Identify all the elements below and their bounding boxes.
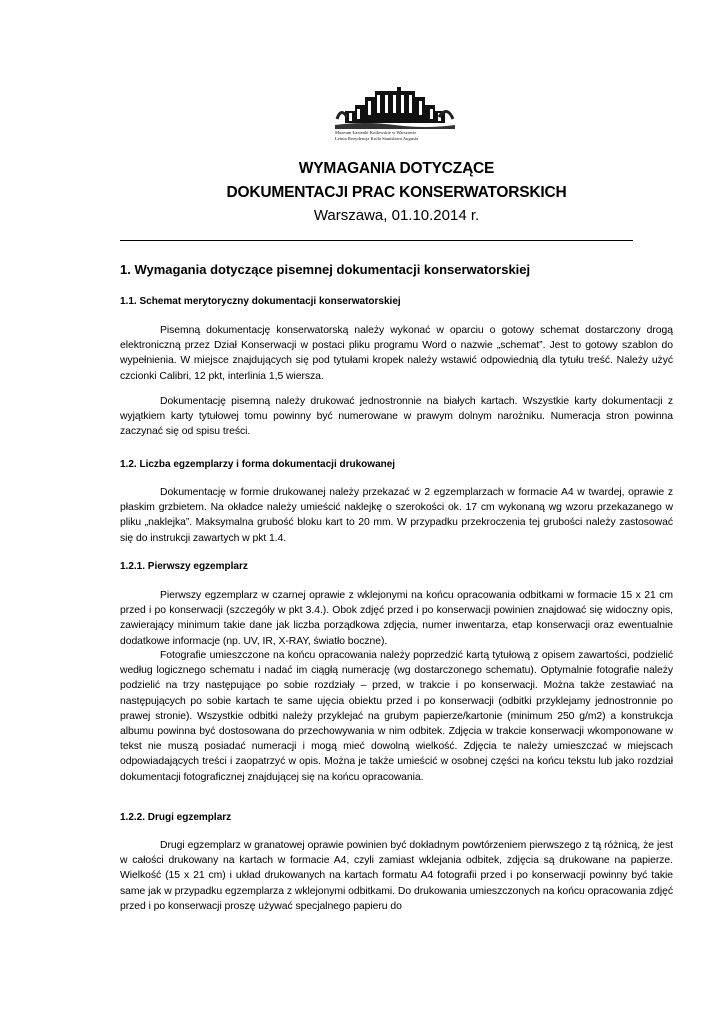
section-1-2-1-heading: 1.2.1. Pierwszy egzemplarz xyxy=(120,561,248,572)
section-1-2-1-paragraph-2: Fotografie umieszczone na końcu opracowania należy poprzedzić kartą tytułową z opisem zawartości, podzielić według logicznego schematu i nadać im ciągłą numerację (wg dostarczonego schematu). Optymalnie fotografie należy podzielić na trzy następujące po sobie rozdziały – przed, w trakcie i po konserwacji. Można także zestawiać na następujących po sobie kartach te same ujęcia obiektu przed i po konserwacji (odbitki przyklejamy jednostronnie po prawej stronie). Wszystkie odbitki należy przyklejać na grubym papierze/kartonie (minimum 250 g/m2) a konstrukcja albumu powinna być dostosowana do przechowywania w nim odbitek. Zdjęcia w trakcie konserwacji wkomponowane w tekst nie muszą posiadać numeracji i mogą mieć dowolną wielkość. Zdjęcia te należy umieszczać w miejscach odpowiadających treści i zaopatrzyć w opis. Można je także umieścić w osobnej części na końcu tekstu lub jako rozdział dokumentacji fotograficznej znajdującej się na końcu opracowania. xyxy=(120,650,673,783)
logo-caption xyxy=(335,130,475,142)
section-1-2-2-paragraph-1: Drugi egzemplarz w granatowej oprawie powinien być dokładnym powtórzeniem pierwszego z tą różnicą, że jest w całości drukowany na kartach w formacie A4, czyli zamiast wklejania odbitek, zdjęcia są drukowane na papierze. Wielkość (15 x 21 cm) i układ drukowanych na kartach formatu A4 fotografii przed i po konserwacji powinny być takie same jak w przypadku egzemplarza z wklejonymi odbitkami. Do drukowania umieszczonych na końcu opracowania zdjęć przed i po konserwacji proszę używać specjalnego papieru do xyxy=(120,840,673,912)
title-divider xyxy=(120,240,633,241)
section-1-1-heading: 1.1. Schemat merytoryczny dokumentacji konserwatorskiej xyxy=(120,296,401,307)
section-1-1-paragraph-2: Dokumentację pisemną należy drukować jednostronnie na białych kartach. Wszystkie karty dokumentacji z wyjątkiem karty tytułowej tomu powinny być numerowane w prawym dolnym narożniku. Numeracja stron powinna zaczynać się od spisu treści. xyxy=(120,396,673,438)
section-1-2-1-paragraph-1: Pierwszy egzemplarz w czarnej oprawie z wklejonymi na końcu opracowania odbitkami w formacie 15 x 21 cm przed i po konserwacji (szczegóły w pkt 3.4.). Obok zdjęć przed i po konserwacji powinien znajdować się widoczny opis, zawierający minimum takie dane jak liczba porządkowa zdjęcia, numer inwentarza, etap konserwacji oraz ewentualnie dodatkowe informacje (np. UV, IR, X-RAY, światło boczne). xyxy=(120,590,673,647)
section-1-heading: 1. Wymagania dotyczące pisemnej dokumentacji konserwatorskiej xyxy=(120,262,531,277)
document-title-line-2: DOKUMENTACJI PRAC KONSERWATORSKICH xyxy=(226,184,567,201)
palace-emblem-icon xyxy=(335,83,455,129)
museum-logo xyxy=(335,83,455,153)
document-title-line-1: WYMAGANIA DOTYCZĄCE xyxy=(298,160,495,177)
section-1-2-paragraph-1: Dokumentację w formie drukowanej należy przekazać w 2 egzemplarzach w formacie A4 w twardej, oprawie z płaskim grzbietem. Na okładce należy umieścić naklejkę o szerokości ok. 17 cm wykonaną wg wzoru przekazanego w pliku „naklejka”. Maksymalna grubość bloku kart to 20 mm. W przypadku przekroczenia tej grubości należy zastosować się do instrukcji zawartych w pkt 1.4. xyxy=(120,487,673,544)
logo-line-2: Letnia Rezydencja Króla Stanisława Augusta xyxy=(335,136,419,141)
section-1-1-paragraph-1: Pisemną dokumentację konserwatorską należy wykonać w oparciu o gotowy schemat dostarczony drogą elektroniczną przez Dział Konserwacji w postaci pliku programu Word o nazwie „schemat”. Jest to gotowy szablon do wypełnienia. W miejsce znajdujących się pod tytułami kropek należy wstawić odpowiednią dla tytułu treść. Należy użyć czcionki Calibri, 12 pkt, interlinia 1,5 wiersza. xyxy=(120,325,673,382)
document-date: Warszawa, 01.10.2014 r. xyxy=(313,207,480,224)
logo-line-1: Muzeum Łazienki Królewskie w Warszawie xyxy=(335,130,417,135)
section-1-2-2-heading: 1.2.2. Drugi egzemplarz xyxy=(120,812,232,823)
section-1-2-heading: 1.2. Liczba egzemplarzy i forma dokumentacji drukowanej xyxy=(120,459,396,470)
